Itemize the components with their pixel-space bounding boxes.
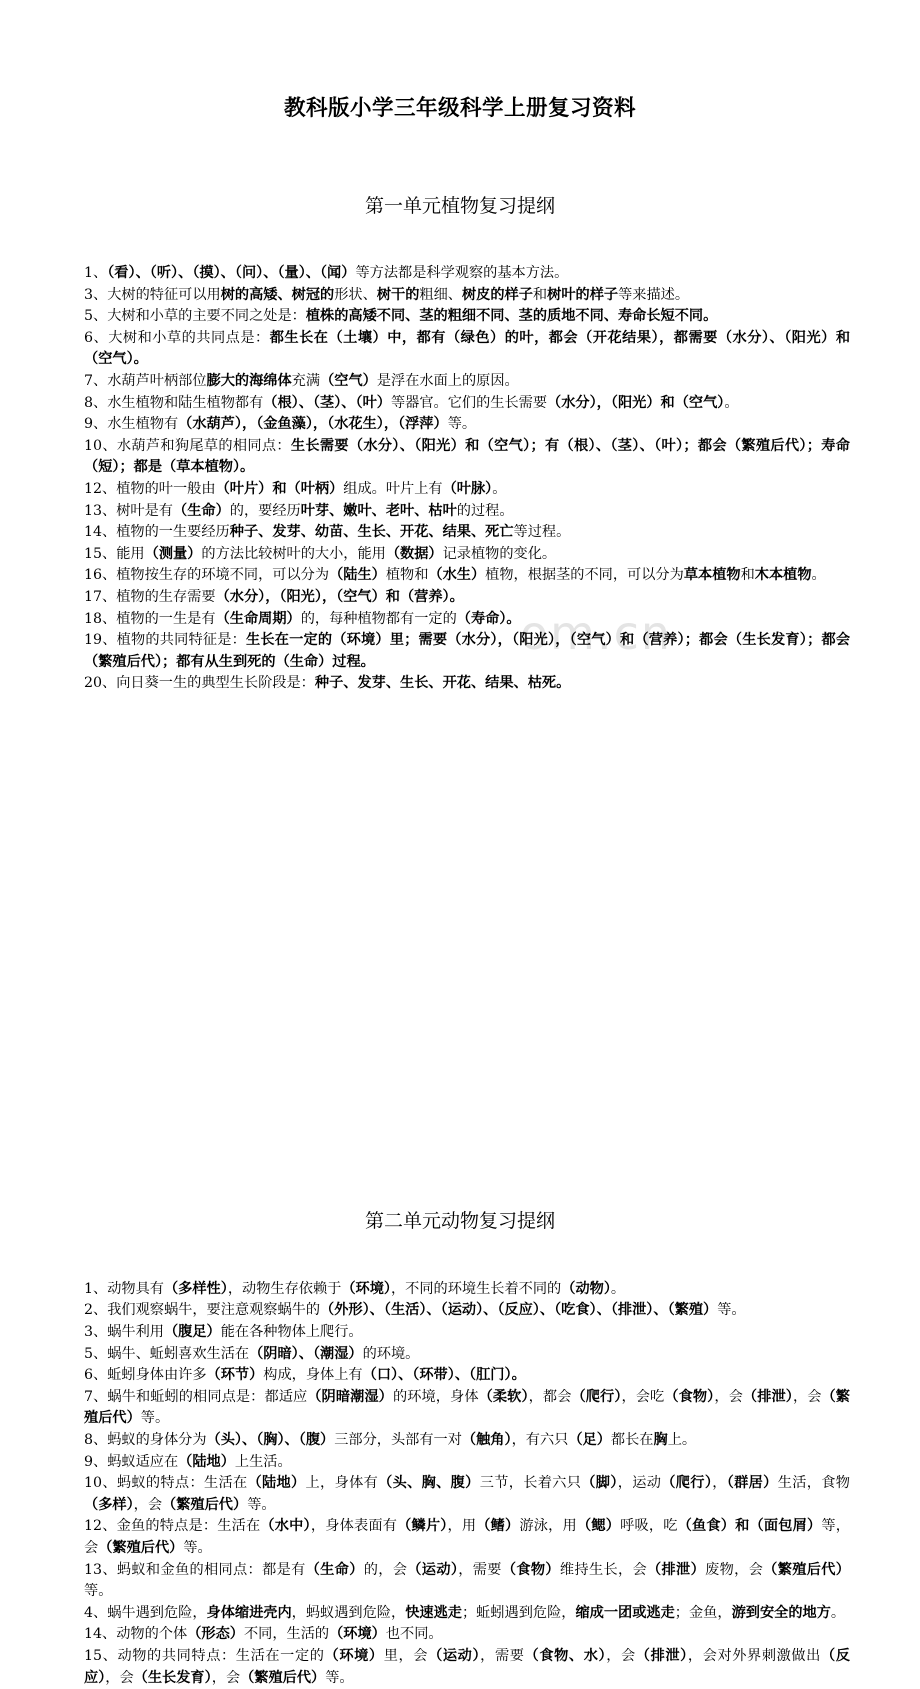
item-text: 5、蜗牛、蚯蚓喜欢生活在 [84,1345,250,1362]
item-text: ，运动 [617,1475,662,1492]
item-text: 里，会 [383,1647,429,1664]
item-key-text: （叶脉） [442,480,493,497]
outline-item [84,587,850,609]
outline-item [84,1516,850,1559]
item-key-text: （水分），（阳光）和（空气） [547,394,725,411]
item-text: 的过程。 [456,502,514,519]
item-key-text: （动物） [561,1280,611,1297]
item-text: 8、蚂蚁的身体分为 [84,1432,207,1449]
item-text: 1、 [84,265,108,281]
item-key-text: （外形）、（生活）、（运动）、（反应）、（吃食）、（排泄）、（繁殖） [320,1302,718,1319]
item-text: 13、蚂蚁和金鱼的相同点：都是有 [84,1561,306,1578]
item-key-text: 胸 [653,1432,668,1449]
item-text: 7、水葫芦叶柄部位 [84,372,207,389]
item-key-text: （繁殖后代） [98,1540,184,1556]
outline-item [84,609,850,631]
item-key-text: （环境） [324,1647,384,1664]
item-text: 形状、 [334,286,377,303]
item-key-text: （叶片）和（叶柄） [215,480,344,497]
item-text: 的方法比较树叶的大小，能用 [201,545,386,562]
item-text: 不同，生活的 [243,1626,330,1643]
item-key-text: （鳃） [576,1518,621,1535]
outline-item [84,1452,850,1474]
item-text: 废物，会 [705,1561,764,1578]
item-text: 等。 [140,1410,170,1427]
item-key-text: （爬行） [661,1475,713,1492]
item-text: 2、我们观察蜗牛，要注意观察蜗牛的 [84,1302,321,1319]
item-text: 10、水葫芦和狗尾草的相同点： [84,437,291,454]
item-text: 14、植物的一生要经历 [84,524,230,541]
item-text: 三节，长着六只 [479,1475,582,1492]
item-text: ，都会 [528,1388,572,1405]
item-key-text: （鳞片） [397,1518,448,1535]
item-text: 等过程。 [513,524,571,541]
item-key-text: （群居） [726,1475,778,1492]
item-text: 记录植物的变化。 [442,545,557,562]
item-key-text: 木本植物 [754,567,812,584]
item-key-text: 身体缩进壳内 [206,1604,292,1621]
section-title-plants: 第一单元植物复习提纲 [364,195,555,217]
item-text: 10、蚂蚁的特点：生活在 [84,1475,248,1492]
item-key-text: （繁殖后代） [240,1669,326,1686]
item-text: 植物和 [385,567,429,584]
item-key-text: 生长在一定的（环境）里；需要（水分），（阳光），（空气）和（营养）；都会（生长发育）；都会（繁殖后代）；都有从生到死的（生命）过程。 [84,632,851,670]
item-key-text: （腹足） [163,1324,221,1341]
item-key-text: 种子、发芽、幼苗、生长、开花、结果、死亡 [229,524,514,541]
item-key-text: （脚） [581,1475,618,1492]
item-text: ，会 [606,1647,636,1664]
item-text: 13、树叶是有 [84,502,173,519]
item-key-text: （头）、（胸）、（腹） [206,1432,335,1449]
item-key-text: （排泄） [742,1388,793,1405]
item-key-text: （看）、（听）、（摸）、（问）、（量）、（闻） [107,265,356,281]
item-text: ，会对外界刺激做出 [687,1647,821,1664]
document-title: 教科版小学三年级科学上册复习资料 [283,96,636,121]
item-text: 是浮在水面上的原因。 [376,372,519,389]
item-key-text: （形态） [187,1626,244,1643]
item-key-text: （口）、（环带）、（肛门）。 [362,1367,526,1384]
item-key-text: （鳍） [476,1518,520,1535]
item-text: 4、蜗牛遇到危险， [84,1604,207,1621]
item-key-text: （爬行） [571,1388,622,1405]
item-key-text: （环节） [206,1367,264,1384]
item-text: 的环境，身体 [392,1388,479,1405]
item-key-text: 缩成一团或逃走 [575,1604,675,1621]
item-key-text: 膨大的海绵体 [206,372,292,389]
outline-item [84,544,850,566]
item-key-text: 植株的高矮不同、茎的粗细不同、茎的质地不同、寿命长短不同。 [305,308,718,325]
item-text: ，不同的环境生长着不同的 [390,1280,562,1297]
item-text: 17、植物的生存需要 [84,588,216,605]
outline-item [84,285,850,307]
item-text: 维持生长，会 [559,1561,648,1578]
item-text: 等。 [183,1540,212,1556]
item-key-text: 种子、发芽、生长、开花、结果、枯死。 [314,675,571,692]
item-key-text: （数据） [385,545,443,562]
outline-item [84,673,850,695]
item-text: 能在各种物体上爬行。 [220,1324,363,1341]
item-key-text: （水生） [428,567,486,584]
outline-item [84,479,850,501]
outline-item [84,522,850,544]
item-text: 9、蚂蚁适应在 [84,1453,179,1470]
item-key-text: （柔软） [478,1388,529,1405]
item-key-text: （头、胸、腹） [378,1475,480,1492]
item-text: 等。 [447,416,477,433]
item-key-text: 树的高矮、树冠的 [220,286,335,303]
item-text: ，需要 [480,1647,525,1664]
item-key-text: （环境） [329,1626,386,1643]
outline-item [84,393,850,415]
outline-item [84,1430,850,1452]
item-text: 三部分，头部有一对 [334,1432,462,1449]
item-text: 。 [610,1280,626,1297]
item-text: ；金鱼， [674,1604,732,1621]
outline-item [84,565,850,587]
item-text: 12、植物的叶一般由 [84,480,216,497]
item-text: ，会 [792,1388,822,1405]
item-text: 的环境。 [362,1345,420,1362]
item-key-text: （多样性） [163,1280,228,1297]
item-text: 5、大树和小草的主要不同之处是： [84,308,306,325]
item-key-text: （阴暗潮湿） [307,1388,393,1405]
watermark: om.cn [520,606,673,660]
item-text: 和 [532,286,548,303]
item-text: 都长在 [610,1432,654,1449]
item-key-text: （生长发育） [133,1669,212,1686]
item-text: 上，身体有 [305,1475,379,1492]
item-key-text: （空气） [320,372,377,389]
item-text: ，有六只 [511,1432,569,1449]
item-text: ，用 [447,1518,477,1535]
outline-item [84,1624,850,1646]
item-key-text: 树叶的样子 [547,286,619,303]
item-text: 构成，身体上有 [263,1367,363,1384]
outline-item [84,1560,850,1603]
outline-item [84,371,850,393]
outline-item [84,328,850,371]
item-text: 等。 [325,1669,354,1686]
item-text: 充满 [291,372,321,389]
item-text: 植物，根据茎的不同，可以分为 [485,567,684,584]
item-key-text: （陆地） [247,1475,306,1492]
item-key-text: （水葫芦），（金鱼藻），（水花生），（浮萍） [178,416,448,433]
item-text: 14、动物的个体 [84,1626,188,1643]
section-plants-list [84,263,850,695]
item-text: 15、能用 [84,545,145,562]
item-key-text: （触角） [461,1432,512,1449]
outline-item [84,263,850,285]
item-text: 等。 [247,1496,276,1513]
outline-item [84,436,850,479]
item-key-text: （食物） [664,1388,715,1405]
item-text: ，需要 [458,1561,502,1578]
item-text: 等来描述。 [618,286,690,303]
item-text: ，会 [714,1388,743,1405]
item-text: 粗细、 [419,286,462,303]
outline-item [84,1279,850,1301]
section-title-animals: 第二单元动物复习提纲 [364,1209,555,1232]
item-text: 的，要经历 [229,502,301,519]
item-key-text: （测量） [144,545,202,562]
outline-item [84,1344,850,1366]
item-text: 和 [740,567,755,584]
item-text: 。 [811,567,826,584]
item-key-text: （鱼食）和（面包屑） [677,1518,822,1535]
item-text: 游泳，用 [519,1518,577,1535]
item-text: ，身体表面有 [310,1518,398,1535]
item-key-text: 游到安全的地方 [731,1604,831,1621]
item-key-text: （阴暗）、（潮湿） [249,1345,363,1362]
item-key-text: （环境） [341,1280,391,1297]
item-key-text: 树干的 [376,286,420,303]
item-key-text: （生命） [173,502,230,519]
item-text: 也不同。 [385,1626,443,1643]
item-key-text: （繁殖后代） [162,1496,248,1513]
item-key-text: （陆地） [178,1453,235,1470]
item-text: ，会 [133,1496,163,1513]
item-key-text: （繁殖后代） [763,1561,850,1578]
item-key-text: （排泄） [635,1647,688,1664]
item-key-text: （寿命）。 [456,610,521,627]
item-key-text: （水分），（阳光），（空气）和（营养）。 [215,588,464,605]
outline-item [84,630,850,673]
item-text: 20、向日葵一生的典型生长阶段是： [84,675,315,692]
item-key-text: （水中） [260,1518,311,1535]
outline-item [84,1473,850,1516]
item-text: 组成。叶片上有 [343,480,443,497]
item-text: ，会 [211,1669,241,1686]
item-text: 的，会 [363,1561,408,1578]
item-text: ，会 [105,1669,134,1686]
item-key-text: （生命周期） [215,610,301,627]
item-key-text: （反应） [84,1647,850,1686]
item-text: ，蚂蚁遇到危险， [291,1604,406,1621]
item-key-text: （排泄） [647,1561,706,1578]
item-text: 等方法都是科学观察的基本方法。 [355,265,569,281]
item-text: ，动物生存依赖于 [227,1280,342,1297]
outline-item [84,1365,850,1387]
item-text: 。 [724,394,739,411]
item-text: 3、大树的特征可以用 [84,286,221,303]
item-key-text: （根）、（茎）、（叶） [263,394,391,411]
item-key-text: （生命） [305,1561,364,1578]
item-text: 8、水生植物和陆生植物都有 [84,394,264,411]
item-text: 的，每种植物都有一定的 [300,610,457,627]
item-key-text: 快速逃走 [405,1604,462,1621]
item-key-text: 树皮的样子 [461,286,533,303]
item-text: 等，会 [84,1518,850,1556]
item-text: 18、植物的一生是有 [84,610,216,627]
outline-item [84,1322,850,1344]
item-text: 上生活。 [234,1453,292,1470]
item-text: 16、植物按生存的环境不同，可以分为 [84,567,330,584]
outline-item [84,501,850,523]
item-key-text: 草本植物 [683,567,741,584]
outline-item [84,1387,850,1430]
item-text: 呼吸，吃 [620,1518,678,1535]
item-text: ；蚯蚓遇到危险， [461,1604,576,1621]
item-text: 1、动物具有 [84,1280,164,1297]
item-text: ，会吃 [621,1388,665,1405]
item-key-text: （运动） [428,1647,481,1664]
item-text: 3、蜗牛利用 [84,1324,164,1341]
item-text: 。 [492,480,507,497]
item-text: 7、蜗牛和蚯蚓的相同点是：都适应 [84,1388,308,1405]
item-key-text: （食物） [501,1561,560,1578]
item-text: 等器官。它们的生长需要 [390,394,548,411]
item-text: 6、大树和小草的共同点是： [84,329,270,346]
item-key-text: 生长需要（水分）、（阳光）和（空气）；有（根）、（茎）、（叶）；都会（繁殖后代）；寿命（短）；都是（草本植物）。 [84,437,850,476]
item-text: 19、植物的共同特征是： [84,632,246,649]
section-animals-list [84,1279,850,1689]
outline-item [84,1603,850,1625]
item-key-text: 叶芽、嫩叶、老叶、枯叶 [300,502,457,519]
item-text: 等。 [84,1583,113,1600]
item-text: 15、动物的共同特点：生活在一定的 [84,1647,325,1664]
item-text: 生活，食物 [777,1475,850,1492]
outline-item [84,306,850,328]
item-key-text: （食物、水） [524,1647,607,1664]
item-text: 9、水生植物有 [84,416,179,433]
item-text: 6、蚯蚓身体由许多 [84,1367,207,1384]
item-key-text: （多样） [84,1496,134,1513]
item-key-text: 都生长在（土壤）中，都有（绿色）的叶，都会（开花结果），都需要（水分）、（阳光）和（空气）。 [84,329,851,368]
item-key-text: （足） [568,1432,611,1449]
item-text: 上。 [667,1432,697,1449]
outline-item [84,1646,850,1689]
outline-item [84,414,850,436]
item-key-text: （陆生） [329,567,386,584]
outline-item [84,1300,850,1322]
item-text: 等。 [717,1302,746,1319]
item-text: 12、金鱼的特点是：生活在 [84,1518,261,1535]
item-text: 。 [830,1604,846,1621]
item-key-text: （繁殖后代） [84,1388,850,1427]
item-text: ， [712,1475,727,1492]
item-key-text: （运动） [407,1561,459,1578]
